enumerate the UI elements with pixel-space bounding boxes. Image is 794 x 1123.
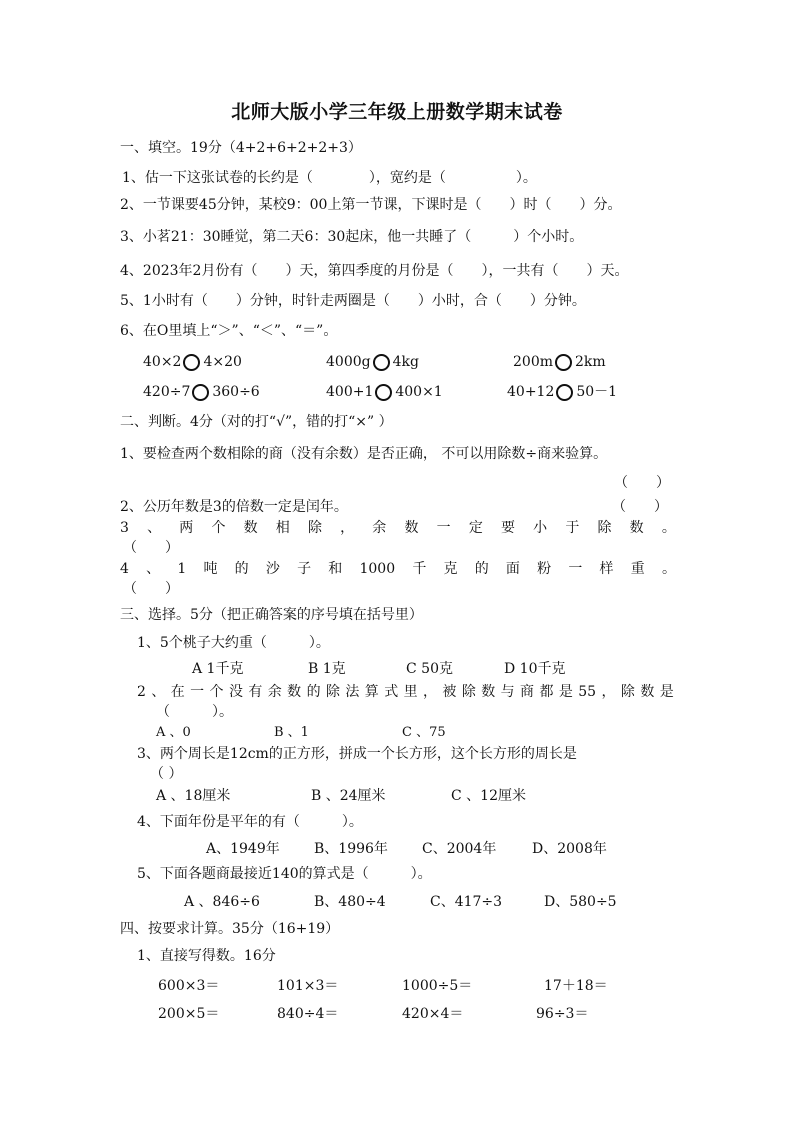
justified-char: 的 <box>234 561 249 577</box>
s2-answer-paren[interactable]: （ ） <box>612 499 668 515</box>
justified-char: 被 <box>442 684 457 700</box>
justified-char: 在 <box>170 684 185 700</box>
option[interactable]: D、2008年 <box>532 841 607 857</box>
justified-char: ， <box>601 684 616 700</box>
s1-question-2: 2、一节课要45分钟，某校9：00上第一节课，下课时是（ ）时（ ）分。 <box>120 197 622 213</box>
section-4-heading: 四、按要求计算。35分（16+19） <box>120 921 340 937</box>
s1-question-6: 6、在O里填上“＞”、“＜”、“＝”。 <box>120 323 338 339</box>
s2-question-1: 1、要检查两个数相除的商（没有余数）是否正确， 不可以用除数÷商来验算。 <box>120 446 608 462</box>
compare-item <box>326 353 419 371</box>
compare-left: 40+12 <box>507 384 555 400</box>
justified-char: 除 <box>307 520 322 536</box>
justified-char: 和 <box>328 561 343 577</box>
compare-item <box>143 353 242 371</box>
justified-char: 55 <box>578 684 597 700</box>
option[interactable]: A 1千克 <box>192 661 244 677</box>
justified-char: 1000 <box>359 561 396 577</box>
s2-question-4 <box>120 560 676 578</box>
justified-char: 粉 <box>537 561 552 577</box>
s2-question-2: 2、公历年数是3的倍数一定是闰年。 <box>120 499 348 515</box>
page-title: 北师大版小学三年级上册数学期末试卷 <box>231 101 563 123</box>
justified-char: 、 <box>146 561 161 577</box>
compare-item <box>143 383 260 401</box>
compare-right: 4×20 <box>203 354 242 370</box>
circle-blank-icon[interactable] <box>556 384 573 401</box>
justified-char: 沙 <box>265 561 280 577</box>
option[interactable]: B 、1 <box>274 725 309 740</box>
justified-char: 是 <box>558 684 573 700</box>
justified-char: 定 <box>468 520 483 536</box>
compare-item <box>326 383 443 401</box>
justified-char: 、 <box>147 520 162 536</box>
s3-answer-paren[interactable]: （ ）。 <box>156 704 233 720</box>
circle-blank-icon[interactable] <box>183 354 200 371</box>
circle-blank-icon[interactable] <box>555 354 572 371</box>
justified-char: 、 <box>151 684 166 700</box>
s1-question-3: 3、小茗21：30睡觉，第二天6：30起床，他一共睡了（ ）个小时。 <box>120 229 584 245</box>
s1-question-4: 4、2023年2月份有（ ）天，第四季度的月份是（ ），一共有（ ）天。 <box>120 263 629 279</box>
option[interactable]: C 、75 <box>402 725 446 740</box>
option[interactable]: A、1949年 <box>206 841 280 857</box>
justified-char: 式 <box>384 684 399 700</box>
justified-char: 要 <box>500 520 515 536</box>
option[interactable]: D 10千克 <box>504 661 566 677</box>
s3-question-1: 1、5个桃子大约重（ ）。 <box>137 635 330 651</box>
justified-char: 个 <box>209 684 224 700</box>
compare-left: 200m <box>513 354 553 370</box>
option[interactable]: A 、846÷6 <box>184 894 260 910</box>
justified-char: 有 <box>248 684 263 700</box>
option[interactable]: C 、12厘米 <box>451 788 526 804</box>
justified-char: 都 <box>539 684 554 700</box>
justified-char: 除 <box>325 684 340 700</box>
option[interactable]: B 1克 <box>308 661 346 677</box>
option[interactable]: B、1996年 <box>314 841 388 857</box>
calc-item: 1000÷5＝ <box>402 978 473 994</box>
compare-right: 4kg <box>392 354 419 370</box>
option[interactable]: A 、0 <box>156 725 191 740</box>
justified-char: 样 <box>599 561 614 577</box>
option[interactable]: D、580÷5 <box>544 894 617 910</box>
s2-answer-paren[interactable]: （ ） <box>123 581 179 597</box>
compare-left: 40×2 <box>143 354 182 370</box>
s2-answer-paren[interactable]: （ ） <box>614 475 670 491</box>
compare-right: 360÷6 <box>212 384 260 400</box>
justified-char: 数 <box>287 684 302 700</box>
justified-char: 两 <box>179 520 194 536</box>
calc-item: 101×3＝ <box>277 978 339 994</box>
justified-char: 余 <box>372 520 387 536</box>
justified-char: 里 <box>403 684 418 700</box>
calc-item: 96÷3＝ <box>536 1006 589 1022</box>
s1-question-1: 1、估一下这张试卷的长约是（ ），宽约是（ ）。 <box>122 170 537 186</box>
justified-char: 千 <box>412 561 427 577</box>
justified-char: 吨 <box>203 561 218 577</box>
justified-char: 个 <box>211 520 226 536</box>
justified-char: 1 <box>177 561 187 577</box>
calc-item: 17＋18＝ <box>544 978 608 994</box>
justified-char: 与 <box>500 684 515 700</box>
compare-item <box>513 353 606 371</box>
justified-char: 数 <box>243 520 258 536</box>
s3-question-5: 5、下面各题商最接近140的算式是（ ）。 <box>137 866 432 882</box>
option[interactable]: B 、24厘米 <box>311 788 386 804</box>
justified-char: 的 <box>306 684 321 700</box>
justified-char: 没 <box>228 684 243 700</box>
option[interactable]: B、480÷4 <box>314 894 386 910</box>
justified-char: 小 <box>533 520 548 536</box>
justified-char: 重 <box>630 561 645 577</box>
s4-question-1: 1、直接写得数。16分 <box>137 948 276 964</box>
justified-char: 除 <box>597 520 612 536</box>
justified-char: 一 <box>568 561 583 577</box>
justified-char: 面 <box>505 561 520 577</box>
compare-right: 2km <box>575 354 606 370</box>
compare-right: 50－1 <box>576 384 618 400</box>
justified-char: 一 <box>190 684 205 700</box>
justified-char: 法 <box>345 684 360 700</box>
justified-char: 一 <box>436 520 451 536</box>
s3-question-2 <box>137 683 674 701</box>
justified-char: 2 <box>137 684 146 700</box>
justified-char: 除 <box>461 684 476 700</box>
justified-char: 数 <box>640 684 655 700</box>
justified-char: 子 <box>297 561 312 577</box>
calc-item: 420×4＝ <box>402 1006 464 1022</box>
circle-blank-icon[interactable] <box>373 354 390 371</box>
justified-char: 相 <box>275 520 290 536</box>
compare-left: 420÷7 <box>143 384 191 400</box>
justified-char: 数 <box>404 520 419 536</box>
option[interactable]: A 、18厘米 <box>156 788 231 804</box>
calc-item: 840÷4＝ <box>277 1006 339 1022</box>
justified-char: 数 <box>481 684 496 700</box>
circle-blank-icon[interactable] <box>192 384 209 401</box>
circle-blank-icon[interactable] <box>375 384 392 401</box>
compare-left: 4000g <box>326 354 371 370</box>
section-2-heading: 二、判断。4分（对的打“√”，错的打“×” ） <box>120 414 393 430</box>
compare-left: 400+1 <box>326 384 374 400</box>
justified-char: 算 <box>364 684 379 700</box>
justified-char: 于 <box>565 520 580 536</box>
justified-char: 数 <box>629 520 644 536</box>
justified-char: ， <box>340 520 355 536</box>
compare-item <box>507 383 617 401</box>
calc-item: 200×5＝ <box>158 1006 220 1022</box>
s3-question-3: 3、两个周长是12cm的正方形，拼成一个长方形，这个长方形的周长是 <box>137 746 577 762</box>
justified-char: 余 <box>267 684 282 700</box>
option[interactable]: C 50克 <box>406 661 453 677</box>
calc-item: 600×3＝ <box>158 978 220 994</box>
option[interactable]: C、2004年 <box>422 841 497 857</box>
section-1-heading: 一、填空。19分（4+2+6+2+2+3） <box>120 140 362 156</box>
option[interactable]: C、417÷3 <box>430 894 503 910</box>
justified-char: 的 <box>474 561 489 577</box>
section-3-heading: 三、选择。5分（把正确答案的序号填在括号里） <box>120 607 423 623</box>
s3-question-4: 4、下面年份是平年的有（ ）。 <box>137 814 363 830</box>
s2-answer-paren[interactable]: （ ） <box>123 540 179 556</box>
s2-question-3 <box>120 519 676 537</box>
justified-char: ， <box>423 684 438 700</box>
justified-char: 是 <box>659 684 674 700</box>
justified-char: 商 <box>520 684 535 700</box>
justified-char: 除 <box>620 684 635 700</box>
justified-char: 克 <box>443 561 458 577</box>
compare-right: 400×1 <box>395 384 443 400</box>
justified-char: 3 <box>120 520 129 536</box>
justified-char: 。 <box>661 520 676 536</box>
s3-answer-paren[interactable]: （ ） <box>150 766 183 782</box>
justified-char: 。 <box>661 561 676 577</box>
justified-char: 4 <box>120 561 129 577</box>
s1-question-5: 5、1小时有（ ）分钟，时针走两圈是（ ）小时，合（ ）分钟。 <box>120 293 586 309</box>
